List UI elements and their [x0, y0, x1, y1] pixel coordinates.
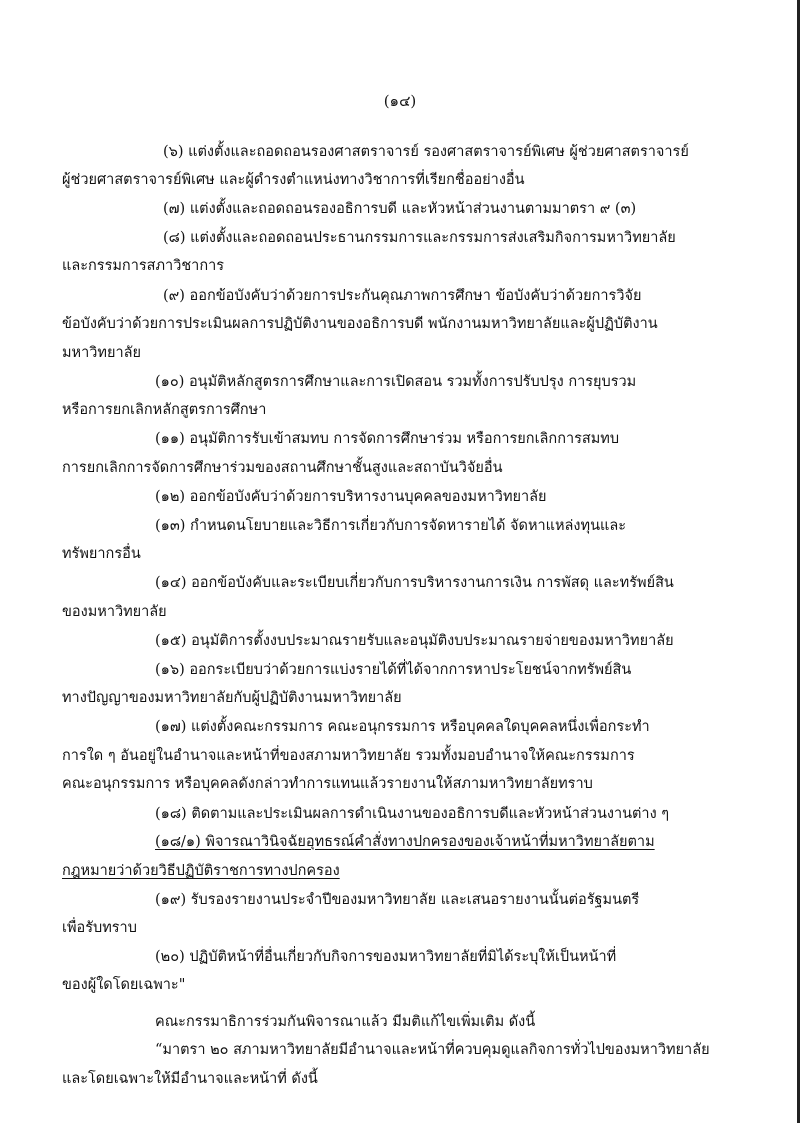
text-line: ผู้ช่วยศาสตราจารย์พิเศษ และผู้ดำรงตำแหน่งทางวิชาการที่เรียกชื่ออย่างอื่น [62, 172, 525, 188]
text-line: “มาตรา ๒๐ สภามหาวิทยาลัยมีอำนาจและหน้าที่ควบคุมดูแลกิจการทั่วไปของมหาวิทยาลัย [155, 1042, 710, 1058]
amended-text-line: (๑๘/๑) พิจารณาวินิจฉัยอุทธรณ์คำสั่งทางปกครองของเจ้าหน้าที่มหาวิทยาลัยตาม [155, 834, 655, 850]
text-line: เพื่อรับทราบ [62, 920, 137, 936]
text-line: และกรรมการสภาวิชาการ [62, 258, 225, 274]
text-line: (๑๕) อนุมัติการตั้งงบประมาณรายรับและอนุมัติงบประมาณรายจ่ายของมหาวิทยาลัย [155, 633, 674, 649]
page-number: (๑๔) [383, 92, 417, 110]
text-line: (๘) แต่งตั้งและถอดถอนประธานกรรมการและกรรมการส่งเสริมกิจการมหาวิทยาลัย [163, 230, 676, 246]
text-line: (๑๓) กำหนดนโยบายและวิธีการเกี่ยวกับการจัดหารายได้ จัดหาแหล่งทุนและ [155, 518, 627, 534]
text-line: (๑๐) อนุมัติหลักสูตรการศึกษาและการเปิดสอน รวมทั้งการปรับปรุง การยุบรวม [155, 374, 637, 390]
text-line: มหาวิทยาลัย [62, 345, 141, 361]
text-line: (๑๙) รับรองรายงานประจำปีของมหาวิทยาลัย และเสนอรายงานนั้นต่อรัฐมนตรี [155, 892, 640, 908]
committee-resolution-line: คณะกรรมาธิการร่วมกันพิจารณาแล้ว มีมติแก้ไขเพิ่มเติม ดังนี้ [155, 1014, 536, 1030]
text-line: (๑๔) ออกข้อบังคับและระเบียบเกี่ยวกับการบริหารงานการเงิน การพัสดุ และทรัพย์สิน [155, 575, 674, 591]
text-line: และโดยเฉพาะให้มีอำนาจและหน้าที่ ดังนี้ [62, 1071, 318, 1087]
text-line: ทรัพยากรอื่น [62, 546, 141, 562]
text-line: (๑๘) ติดตามและประเมินผลการดำเนินงานของอธิการบดีและหัวหน้าส่วนงานต่าง ๆ [155, 806, 670, 822]
amended-text-line: กฎหมายว่าด้วยวิธีปฏิบัติราชการทางปกครอง [62, 863, 340, 879]
text-line: (๙) ออกข้อบังคับว่าด้วยการประกันคุณภาพการศึกษา ข้อบังคับว่าด้วยการวิจัย [163, 288, 642, 304]
text-line: ข้อบังคับว่าด้วยการประเมินผลการปฏิบัติงานของอธิการบดี พนักงานมหาวิทยาลัยและผู้ปฏิบัติงาน [62, 316, 658, 332]
text-line: การใด ๆ อันอยู่ในอำนาจและหน้าที่ของสภามหาวิทยาลัย รวมทั้งมอบอำนาจให้คณะกรรมการ [62, 748, 635, 764]
text-line: (๑๖) ออกระเบียบว่าด้วยการแบ่งรายได้ที่ได้จากการหาประโยชน์จากทรัพย์สิน [155, 662, 632, 678]
text-line: ของผู้ใดโดยเฉพาะ" [62, 977, 186, 993]
text-line: (๑๒) ออกข้อบังคับว่าด้วยการบริหารงานบุคคลของมหาวิทยาลัย [155, 489, 547, 505]
text-line: (๖) แต่งตั้งและถอดถอนรองศาสตราจารย์ รองศาสตราจารย์พิเศษ ผู้ช่วยศาสตราจารย์ [163, 144, 689, 160]
text-line: (๗) แต่งตั้งและถอดถอนรองอธิการบดี และหัวหน้าส่วนงานตามมาตรา ๙ (๓) [163, 201, 637, 217]
text-line: การยกเลิกการจัดการศึกษาร่วมของสถานศึกษาชั้นสูงและสถาบันวิจัยอื่น [62, 460, 503, 476]
text-line: ของมหาวิทยาลัย [62, 604, 167, 620]
text-line: (๒๐) ปฏิบัติหน้าที่อื่นเกี่ยวกับกิจการของมหาวิทยาลัยที่มิได้ระบุให้เป็นหน้าที่ [155, 949, 617, 965]
text-line: (๑๗) แต่งตั้งคณะกรรมการ คณะอนุกรรมการ หรือบุคคลใดบุคคลหนึ่งเพื่อกระทำ [155, 719, 650, 735]
text-line: ทางปัญญาของมหาวิทยาลัยกับผู้ปฏิบัติงานมหาวิทยาลัย [62, 690, 402, 706]
text-line: คณะอนุกรรมการ หรือบุคคลดังกล่าวทำการแทนแล้วรายงานให้สภามหาวิทยาลัยทราบ [62, 776, 593, 792]
text-line: (๑๑) อนุมัติการรับเข้าสมทบ การจัดการศึกษาร่วม หรือการยกเลิกการสมทบ [155, 431, 620, 447]
text-line: หรือการยกเลิกหลักสูตรการศึกษา [62, 402, 267, 418]
